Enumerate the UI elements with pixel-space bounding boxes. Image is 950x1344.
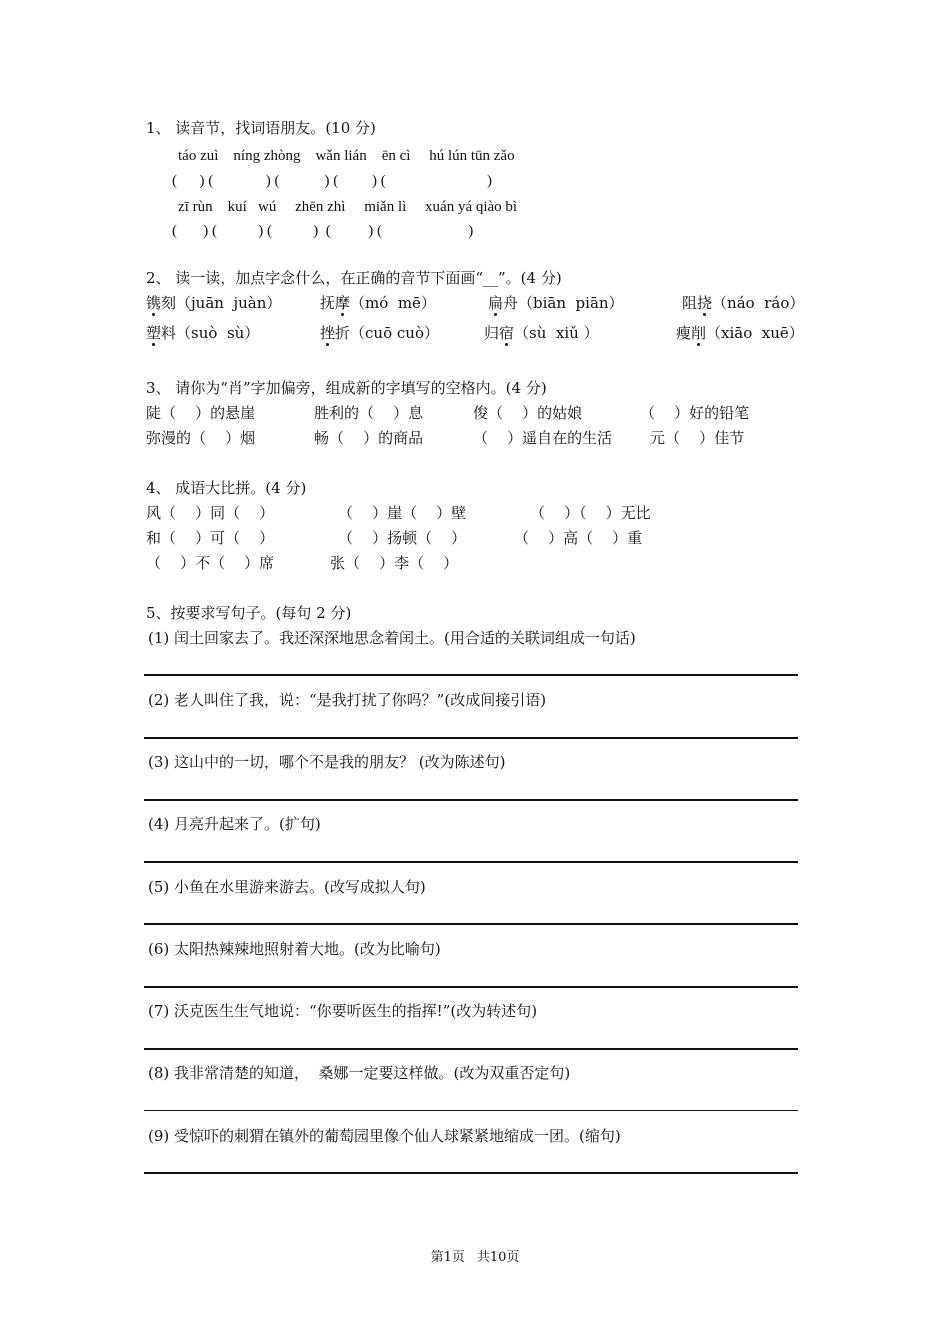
q2-heading: 2、 读一读，加点字念什么，在正确的音节下面画“__”。(4 分) [146,269,562,287]
q2-item: 阻挠（náo ráo） [682,294,805,312]
q3-item: 俊（ ）的姑娘 [473,404,583,422]
q1-pinyin-row-1: táo zuì níng zhòng wǎn lián ēn cì hú lún tūn zǎo [178,148,515,164]
q2-item: 挫折（cuō cuò） [320,324,439,342]
q5-prompt: (6) 太阳热辣辣地照射着大地。(改为比喻句) [148,940,441,958]
q4-item: 张（ ）李（ ） [330,554,459,572]
q2-item: 镌刻（juān juàn） [146,294,282,312]
q4-item: （ ）崖（ ）壁 [338,504,467,522]
answer-line[interactable] [144,674,798,676]
answer-line[interactable] [144,1110,798,1111]
q3-item: （ ）好的铅笔 [640,404,750,422]
q1-blank-row-2: ( ) ( ) ( ) ( ) ( ) [172,223,474,239]
answer-line[interactable] [144,861,798,863]
q5-prompt: (2) 老人叫住了我，说：“是我打扰了你吗？”(改成间接引语) [148,691,547,709]
dotted-char: 摩 [335,294,351,312]
q2-item: 塑料（suò sù） [146,324,260,342]
q4-item: （ ）不（ ）席 [146,554,275,572]
dotted-char: 塑 [146,324,162,342]
q5-prompt: (5) 小鱼在水里游来游去。(改写成拟人句) [148,878,426,896]
dotted-char: 镌 [146,294,162,312]
q4-item: 和（ ）可（ ） [146,529,275,547]
q2-item: 瘦削（xiāo xuē） [676,324,804,342]
q5-heading: 5、按要求写句子。(每句 2 分) [146,604,352,622]
q3-item: 胜利的（ ）息 [314,404,424,422]
dotted-char: 削 [691,324,707,342]
q4-item: （ ）扬顿（ ） [338,529,467,547]
q2-item: 归宿（sù xiǔ ） [484,324,599,342]
answer-line[interactable] [144,737,798,739]
page-total: 共10页 [476,1250,520,1265]
q4-item: （ ）高（ ）重 [514,529,643,547]
q2-item: 扁舟（biān piān） [488,294,624,312]
q4-heading: 4、 成语大比拼。(4 分) [146,479,307,497]
answer-line[interactable] [144,923,798,925]
q3-item: 畅（ ）的商品 [314,429,424,447]
q2-item: 抚摩（mó mē） [320,294,436,312]
q5-prompt: (9) 受惊吓的刺猬在镇外的葡萄园里像个仙人球紧紧地缩成一团。(缩句) [148,1127,621,1145]
q5-prompt: (1) 闰土回家去了。我还深深地思念着闰土。(用合适的关联词组成一句话) [148,629,636,647]
dotted-char: 挠 [697,294,713,312]
q1-pinyin-row-2: zī rùn kuí wú zhēn zhì miǎn lì xuán yá qiào bì [178,199,518,215]
q1-heading: 1、 读音节，找词语朋友。(10 分) [146,119,376,137]
q1-blank-row-1: ( ) ( ) ( ) ( ) ( ) [172,173,492,189]
page-number: 第1页 [430,1250,465,1265]
dotted-char: 扁 [488,294,504,312]
answer-line[interactable] [144,799,798,801]
q5-prompt: (4) 月亮升起来了。(扩句) [148,815,321,833]
dotted-char: 挫 [320,324,336,342]
q4-item: （ ）（ ）无比 [530,504,651,522]
q3-item: 陡（ ）的悬崖 [146,404,256,422]
q5-prompt: (8) 我非常清楚的知道， 桑娜一定要这样做。(改为双重否定句) [148,1064,571,1082]
q3-item: （ ）遥自在的生活 [473,429,613,447]
q3-heading: 3、 请你为“肖”字加偏旁，组成新的字填写的空格内。(4 分) [146,379,547,397]
q5-prompt: (7) 沃克医生生气地说：“你要听医生的指挥!”(改为转述句) [148,1002,538,1020]
q3-item: 弥漫的（ ）烟 [146,429,256,447]
dotted-char: 宿 [499,324,515,342]
q5-prompt: (3) 这山中的一切，哪个不是我的朋友？ (改为陈述句) [148,753,506,771]
q4-item: 风（ ）同（ ） [146,504,275,522]
answer-line[interactable] [144,1048,798,1050]
page-footer [0,1249,950,1267]
answer-line[interactable] [144,1172,798,1174]
answer-line[interactable] [144,986,798,988]
q3-item: 元（ ）佳节 [650,429,745,447]
